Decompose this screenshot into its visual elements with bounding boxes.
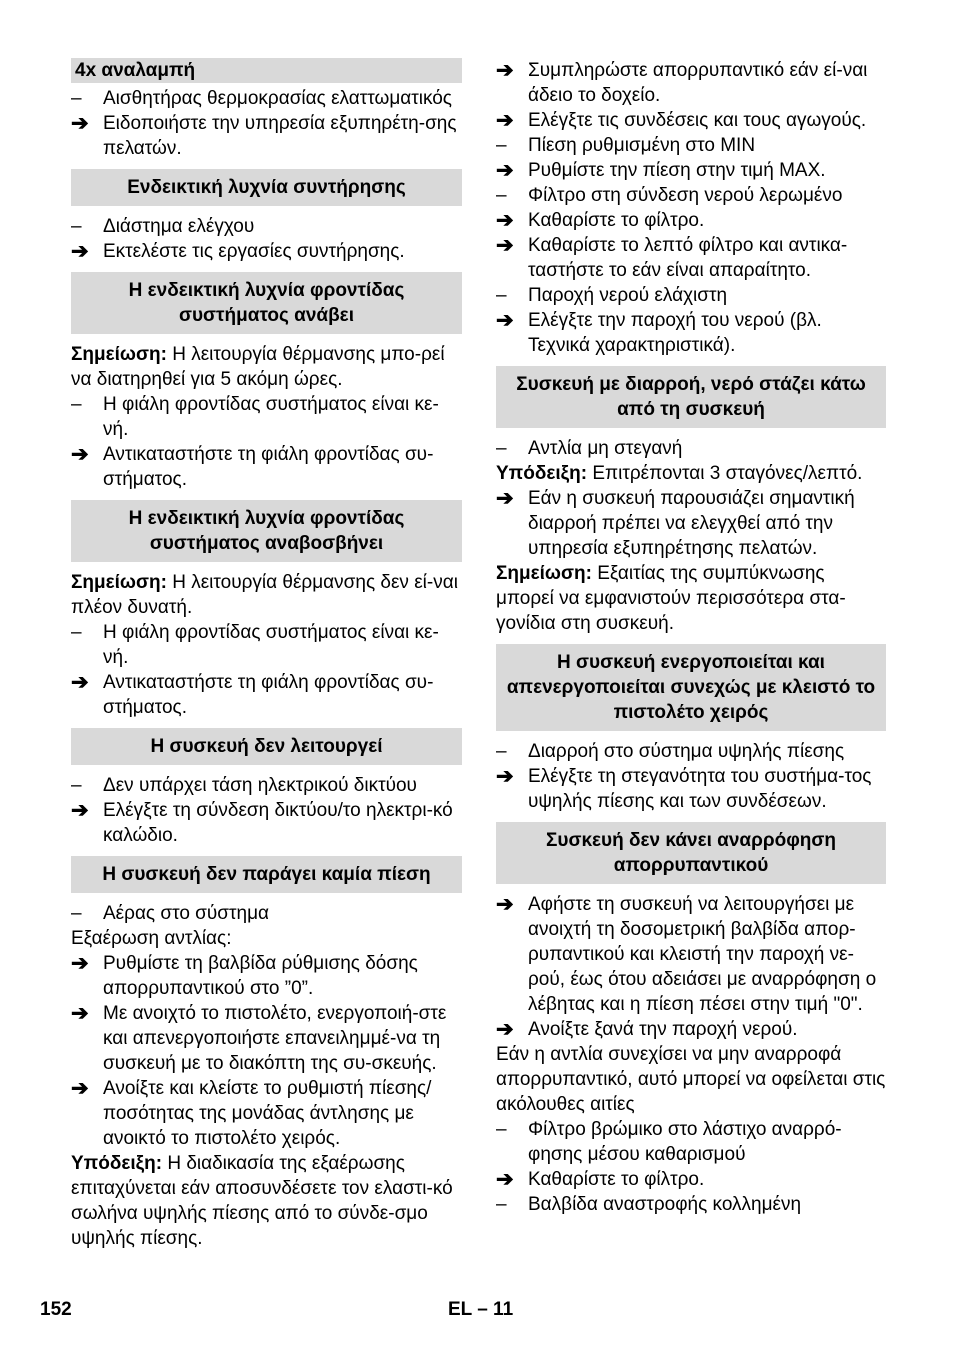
dash-marker: – <box>71 394 82 415</box>
remedy-item <box>71 798 462 848</box>
remedy-item <box>71 1076 462 1151</box>
remedy-item <box>496 308 886 358</box>
remedy-item <box>496 764 886 814</box>
arrow-icon: ➔ <box>71 952 89 975</box>
cause-item <box>496 133 886 158</box>
section-heading: Ενδεικτική λυχνία συντήρησης <box>71 169 462 206</box>
cause-item <box>496 1192 886 1217</box>
item-text: Διαρροή στο σύστημα υψηλής πίεσης <box>528 741 845 762</box>
arrow-icon: ➔ <box>496 487 514 510</box>
section-heading: 4x αναλαμπή <box>71 58 462 83</box>
cause-item <box>496 436 886 461</box>
remedy-item <box>71 670 462 720</box>
arrow-icon: ➔ <box>71 1002 89 1025</box>
remedy-item <box>71 1001 462 1076</box>
arrow-icon: ➔ <box>496 765 514 788</box>
cause-item <box>71 620 462 670</box>
dash-marker: – <box>71 903 82 924</box>
dash-marker: – <box>71 775 82 796</box>
dash-marker: – <box>496 185 507 206</box>
note-label: Υπόδειξη: <box>71 1153 163 1174</box>
note-text: Η λειτουργία θέρμανσης δεν εί-ναι πλέον δυνατή. <box>71 572 458 618</box>
note-text: Η διαδικασία της εξαέρωσης επιταχύνεται εάν αποσυνδέσετε τον ελαστι-κό σωλήνα υψηλής πίεσης από το σύνδε-σμο υψηλής πίεσης. <box>71 1153 453 1249</box>
arrow-icon: ➔ <box>71 443 89 466</box>
item-text: Παροχή νερού ελάχιστη <box>528 285 728 306</box>
note-paragraph <box>71 1151 462 1251</box>
item-text: Η φιάλη φροντίδας συστήματος είναι κε-νή. <box>103 622 439 668</box>
section-heading: Η ενδεικτική λυχνία φροντίδας συστήματος ανάβει <box>71 272 462 334</box>
remedy-item <box>496 892 886 1017</box>
arrow-icon: ➔ <box>71 1077 89 1100</box>
item-text: Η φιάλη φροντίδας συστήματος είναι κε-νή. <box>103 394 439 440</box>
note-paragraph <box>71 570 462 620</box>
dash-marker: – <box>496 741 507 762</box>
item-text: Αφήστε τη συσκευή να λειτουργήσει με ανοιχτή τη δοσομετρική βαλβίδα απορ-ρυπαντικού και κλειστή την παροχή νε-ρού, έως ότου αδειάσει με αναρρόφηση ο λέβητας και η πίεση πέσει στην τιμή "0". <box>528 894 877 1015</box>
item-text: Φίλτρο βρώμικο στο λάστιχο αναρρό-φησης μέσου καθαρισμού <box>528 1119 842 1165</box>
right-column <box>496 58 886 1217</box>
item-text: Πίεση ρυθμισμένη στο MIN <box>528 135 756 156</box>
item-text: Καθαρίστε το φίλτρο. <box>528 210 705 231</box>
item-text: Ανοίξτε και κλείστε το ρυθμιστή πίεσης/ ποσότητας της μονάδας άντλησης με ανοικτό το πιστολέτο χειρός. <box>103 1078 432 1149</box>
item-text: Ρυθμίστε την πίεση στην τιμή MAX. <box>528 160 826 181</box>
note-label: Σημείωση: <box>496 563 592 584</box>
section-heading: Η συσκευή δεν λειτουργεί <box>71 728 462 765</box>
item-text: Συμπληρώστε απορρυπαντικό εάν εί-ναι άδειο το δοχείο. <box>528 60 868 106</box>
note-text: Εξαέρωση αντλίας: <box>71 928 232 949</box>
cause-item <box>496 1117 886 1167</box>
section-heading: Η ενδεικτική λυχνία φροντίδας συστήματος αναβοσβήνει <box>71 500 462 562</box>
note-text: Εάν η αντλία συνεχίσει να μην αναρροφά απορρυπαντικό, αυτό μπορεί να οφείλεται στις ακόλουθες αιτίες <box>496 1044 886 1115</box>
note-text: Εξαιτίας της συμπύκνωσης μπορεί να εμφανιστούν περισσότερα στα-γονίδια στη συσκευή. <box>496 563 846 634</box>
item-text: Δεν υπάρχει τάση ηλεκτρικού δικτύου <box>103 775 417 796</box>
item-text: Εκτελέστε τις εργασίες συντήρησης. <box>103 241 405 262</box>
arrow-icon: ➔ <box>496 234 514 257</box>
item-text: Αισθητήρας θερμοκρασίας ελαττωματικός <box>103 88 452 109</box>
item-text: Φίλτρο στη σύνδεση νερού λερωμένο <box>528 185 843 206</box>
note-label: Υπόδειξη: <box>496 463 588 484</box>
section-heading: Συσκευή δεν κάνει αναρρόφηση απορρυπαντικού <box>496 822 886 884</box>
section-heading: Η συσκευή δεν παράγει καμία πίεση <box>71 856 462 893</box>
item-text: Αντλία μη στεγανή <box>528 438 683 459</box>
arrow-icon: ➔ <box>496 109 514 132</box>
item-text: Ανοίξτε ξανά την παροχή νερού. <box>528 1019 798 1040</box>
arrow-icon: ➔ <box>71 799 89 822</box>
note-paragraph <box>71 342 462 392</box>
cause-item <box>71 86 462 111</box>
dash-marker: – <box>496 1119 507 1140</box>
language-page-label: EL – 11 <box>448 1299 514 1320</box>
item-text: Αντικαταστήστε τη φιάλη φροντίδας συ-στήματος. <box>103 444 434 490</box>
arrow-icon: ➔ <box>496 1018 514 1041</box>
arrow-icon: ➔ <box>496 159 514 182</box>
dash-marker: – <box>71 622 82 643</box>
remedy-item <box>496 208 886 233</box>
remedy-item <box>496 108 886 133</box>
left-column <box>71 58 462 1251</box>
note-paragraph <box>496 461 886 486</box>
note-paragraph <box>496 1042 886 1117</box>
note-paragraph <box>71 926 462 951</box>
note-text: Η λειτουργία θέρμανσης μπο-ρεί να διατηρηθεί για 5 ακόμη ώρες. <box>71 344 445 390</box>
dash-marker: – <box>496 135 507 156</box>
remedy-item <box>71 951 462 1001</box>
cause-item <box>496 739 886 764</box>
remedy-item <box>71 239 462 264</box>
remedy-item <box>496 1167 886 1192</box>
item-text: Αντικαταστήστε τη φιάλη φροντίδας συ-στήματος. <box>103 672 434 718</box>
item-text: Ελέγξτε τη σύνδεση δικτύου/το ηλεκτρι-κό καλώδιο. <box>103 800 453 846</box>
note-label: Σημείωση: <box>71 344 167 365</box>
arrow-icon: ➔ <box>496 1168 514 1191</box>
item-text: Βαλβίδα αναστροφής κολλημένη <box>528 1194 802 1215</box>
cause-item <box>496 283 886 308</box>
item-text: Καθαρίστε το φίλτρο. <box>528 1169 705 1190</box>
arrow-icon: ➔ <box>496 893 514 916</box>
note-paragraph <box>496 561 886 636</box>
dash-marker: – <box>71 216 82 237</box>
note-text: Επιτρέπονται 3 σταγόνες/λεπτό. <box>587 463 863 484</box>
remedy-item <box>496 1017 886 1042</box>
arrow-icon: ➔ <box>71 671 89 694</box>
item-text: Ελέγξτε τις συνδέσεις και τους αγωγούς. <box>528 110 867 131</box>
dash-marker: – <box>496 285 507 306</box>
remedy-item <box>496 158 886 183</box>
section-heading: Συσκευή με διαρροή, νερό στάζει κάτω από τη συσκευή <box>496 366 886 428</box>
item-text: Καθαρίστε το λεπτό φίλτρο και αντικα-ταστήστε το εάν είναι απαραίτητο. <box>528 235 848 281</box>
cause-item <box>71 214 462 239</box>
arrow-icon: ➔ <box>496 209 514 232</box>
dash-marker: – <box>496 438 507 459</box>
cause-item <box>71 773 462 798</box>
section-heading: Η συσκευή ενεργοποιείται και απενεργοποιείται συνεχώς με κλειστό το πιστολέτο χειρός <box>496 644 886 731</box>
item-text: Ρυθμίστε τη βαλβίδα ρύθμισης δόσης απορρυπαντικού στο ”0”. <box>103 953 418 999</box>
cause-item <box>496 183 886 208</box>
arrow-icon: ➔ <box>71 240 89 263</box>
dash-marker: – <box>71 88 82 109</box>
remedy-item <box>496 233 886 283</box>
item-text: Εάν η συσκευή παρουσιάζει σημαντική διαρροή πρέπει να ελεγχθεί από την υπηρεσία εξυπηρέτησης πελατών. <box>528 488 855 559</box>
dash-marker: – <box>496 1194 507 1215</box>
note-label: Σημείωση: <box>71 572 167 593</box>
arrow-icon: ➔ <box>496 309 514 332</box>
item-text: Ειδοποιήστε την υπηρεσία εξυπηρέτη-σης πελατών. <box>103 113 457 159</box>
cause-item <box>71 901 462 926</box>
item-text: Ελέγξτε την παροχή του νερού (βλ. Τεχνικά χαρακτηριστικά). <box>528 310 822 356</box>
remedy-item <box>496 486 886 561</box>
page-number: 152 <box>40 1299 72 1320</box>
remedy-item <box>496 58 886 108</box>
arrow-icon: ➔ <box>496 59 514 82</box>
remedy-item <box>71 442 462 492</box>
arrow-icon: ➔ <box>71 112 89 135</box>
item-text: Με ανοιχτό το πιστολέτο, ενεργοποιή-στε και απενεργοποιήστε επανειλημμέ-να τη συσκευή με το διακόπτη της συ-σκευής. <box>103 1003 447 1074</box>
item-text: Ελέγξτε τη στεγανότητα του συστήμα-τος υψηλής πίεσης και των συνδέσεων. <box>528 766 872 812</box>
cause-item <box>71 392 462 442</box>
item-text: Διάστημα ελέγχου <box>103 216 255 237</box>
item-text: Αέρας στο σύστημα <box>103 903 270 924</box>
remedy-item <box>71 111 462 161</box>
